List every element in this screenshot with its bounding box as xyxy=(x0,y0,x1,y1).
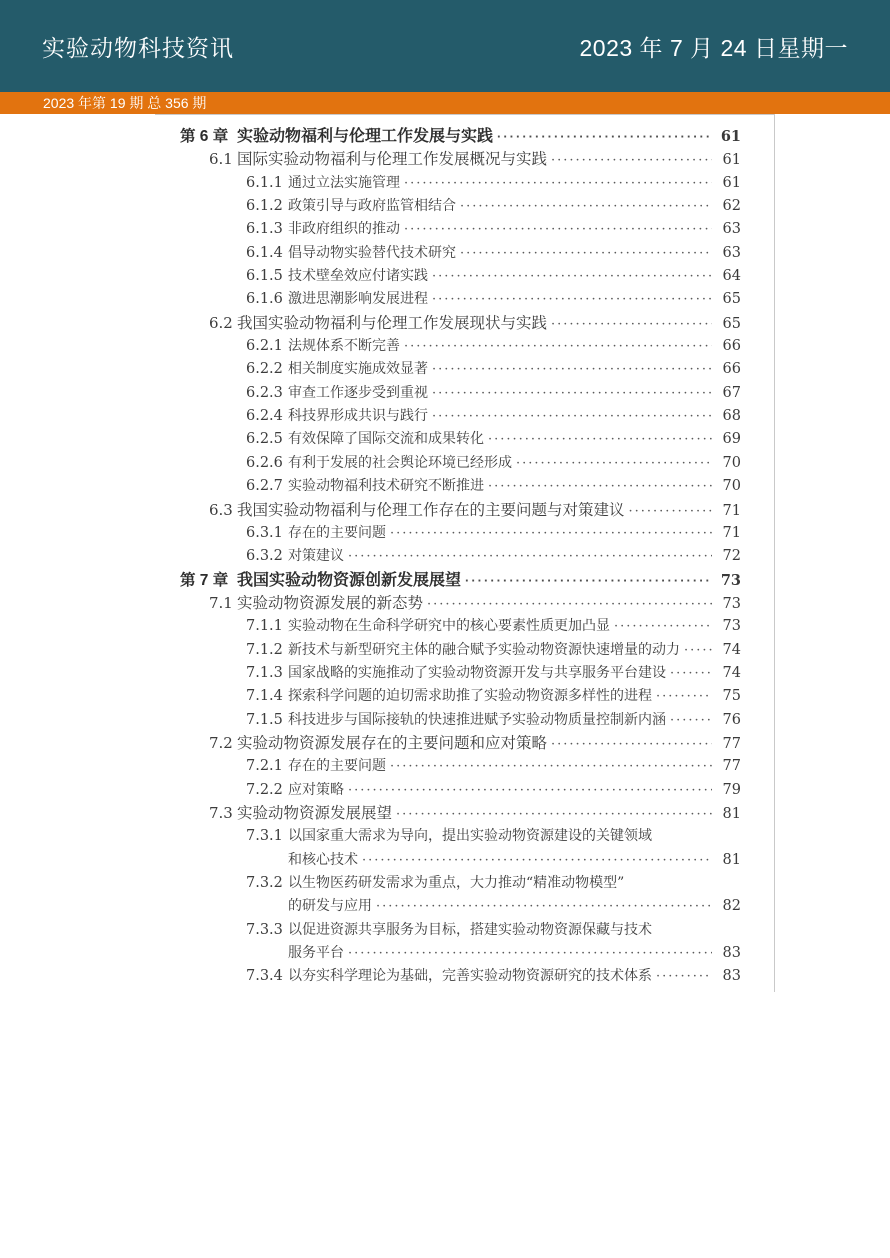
toc-entry xyxy=(155,755,774,778)
toc-entry-title: 以夯实科学理论为基础，完善实验动物资源研究的技术体系 xyxy=(288,968,652,985)
toc-entry-page: 73 xyxy=(720,571,741,589)
toc-entry xyxy=(155,779,774,802)
toc-entry xyxy=(155,685,774,708)
dot-leader xyxy=(629,500,712,523)
toc-entry-page: 61 xyxy=(722,174,741,191)
toc-entry-page: 65 xyxy=(722,291,741,308)
toc-entry-title: 实验动物资源发展展望 xyxy=(237,803,393,822)
toc-entry xyxy=(155,569,774,592)
dot-leader xyxy=(396,803,712,826)
dot-leader xyxy=(551,313,712,336)
toc-entry-number: 6.1.4 xyxy=(246,244,283,261)
toc-entry-continuation xyxy=(155,942,774,965)
publication-title: 实验动物科技资讯 xyxy=(42,34,234,61)
toc-entry-title: 以国家重大需求为导向，提出实验动物资源建设的关键领域 xyxy=(288,828,652,845)
toc-entry-page: 66 xyxy=(722,361,741,378)
toc-entry-page: 65 xyxy=(722,315,741,332)
toc-entry-number: 第 6 章 xyxy=(180,128,229,145)
toc-entry-page: 83 xyxy=(722,968,741,985)
toc-entry-number: 7.1.4 xyxy=(246,688,283,705)
toc-entry-continuation xyxy=(155,849,774,872)
dot-leader xyxy=(516,452,712,475)
toc-entry-title: 以生物医药研发需求为重点，大力推动“精准动物模型” xyxy=(288,875,625,891)
toc-entry xyxy=(155,428,774,451)
toc-entry-title: 应对策略 xyxy=(288,781,344,798)
toc-entry xyxy=(155,919,774,942)
dot-leader xyxy=(432,405,712,428)
toc-entry-title: 新技术与新型研究主体的融合赋予实验动物资源快速增量的动力 xyxy=(288,641,680,658)
toc-entry-number: 7.2 xyxy=(209,733,233,752)
toc-entry-title: 通过立法实施管理 xyxy=(288,174,400,191)
dot-leader xyxy=(670,709,712,732)
toc-entry xyxy=(155,545,774,568)
toc-entry xyxy=(155,148,774,171)
toc-entry-title: 国际实验动物福利与伦理工作发展概况与实践 xyxy=(237,150,548,169)
toc-entry-title: 实验动物资源发展的新态势 xyxy=(237,593,424,612)
toc-entry xyxy=(155,592,774,615)
toc-entry-number: 6.1 xyxy=(209,150,233,169)
toc-entry xyxy=(155,662,774,685)
toc-entry-title: 存在的主要问题 xyxy=(288,758,386,775)
toc-entry xyxy=(155,802,774,825)
toc-entry xyxy=(155,265,774,288)
toc-entry-number: 6.2.5 xyxy=(246,431,283,448)
toc-entry xyxy=(155,872,774,895)
toc-entry-number: 7.2.2 xyxy=(246,781,283,798)
dot-leader xyxy=(390,522,712,545)
toc-entry-page: 70 xyxy=(722,478,741,495)
toc-entry-number: 7.2.1 xyxy=(246,758,283,775)
toc-entry-title: 相关制度实施成效显著 xyxy=(288,361,428,378)
toc-entry-title: 激进思潮影响发展进程 xyxy=(288,291,428,308)
toc-entry xyxy=(155,639,774,662)
toc-entry xyxy=(155,732,774,755)
toc-entry-page: 77 xyxy=(722,758,741,775)
toc-entry-title: 以促进资源共享服务为目标，搭建实验动物资源保藏与技术 xyxy=(288,921,652,938)
toc-entry-page: 71 xyxy=(722,524,741,541)
toc-entry-page: 81 xyxy=(722,805,741,822)
toc-entry-page: 75 xyxy=(722,688,741,705)
dot-leader xyxy=(551,733,712,756)
dot-leader xyxy=(432,288,712,311)
toc-entry xyxy=(155,218,774,241)
toc-entry-title: 服务平台 xyxy=(288,945,344,962)
toc-entry-title: 我国实验动物福利与伦理工作存在的主要问题与对策建议 xyxy=(237,500,625,519)
toc-entry-page: 79 xyxy=(722,781,741,798)
toc-entry-page: 73 xyxy=(722,595,741,612)
dot-leader xyxy=(656,965,712,988)
dot-leader xyxy=(404,218,712,241)
dot-leader xyxy=(348,942,712,965)
toc-entry-number: 7.3.1 xyxy=(246,828,283,845)
table-of-contents xyxy=(155,115,774,989)
toc-entry xyxy=(155,382,774,405)
issue-bar xyxy=(0,92,890,114)
dot-leader xyxy=(551,149,712,172)
toc-entry-page: 73 xyxy=(722,618,741,635)
dot-leader xyxy=(348,545,712,568)
toc-entry-number: 7.3.2 xyxy=(246,875,283,891)
toc-entry-number: 7.1.1 xyxy=(246,618,283,635)
toc-entry-title: 的研发与应用 xyxy=(288,898,372,915)
toc-entry-page: 77 xyxy=(722,735,741,752)
dot-leader xyxy=(614,615,712,638)
issue-number: 2023 年第 19 期 总 356 期 xyxy=(43,95,207,111)
toc-entry-title: 倡导动物实验替代技术研究 xyxy=(288,244,456,261)
publication-date: 2023 年 7 月 24 日星期一 xyxy=(579,34,848,61)
toc-entry-page: 74 xyxy=(722,664,741,681)
toc-entry-page: 81 xyxy=(722,851,741,868)
toc-entry-number: 7.1.5 xyxy=(246,711,283,728)
toc-entry xyxy=(155,172,774,195)
toc-entry xyxy=(155,242,774,265)
toc-entry-number: 7.3 xyxy=(209,803,233,822)
toc-entry xyxy=(155,825,774,848)
toc-entry-title: 我国实验动物福利与伦理工作发展现状与实践 xyxy=(237,313,548,332)
toc-entry xyxy=(155,405,774,428)
dot-leader xyxy=(684,639,712,662)
toc-entry xyxy=(155,615,774,638)
toc-entry-number: 7.1.2 xyxy=(246,641,283,658)
dot-leader xyxy=(362,849,712,872)
toc-entry xyxy=(155,452,774,475)
toc-entry-number: 7.3.4 xyxy=(246,968,283,985)
toc-entry xyxy=(155,125,774,148)
toc-entry-page: 63 xyxy=(722,244,741,261)
toc-entry-page: 74 xyxy=(722,641,741,658)
toc-entry-page: 83 xyxy=(722,945,741,962)
dot-leader xyxy=(432,382,712,405)
toc-entry-number: 6.2.2 xyxy=(246,361,283,378)
dot-leader xyxy=(432,358,712,381)
toc-entry-number: 6.1.5 xyxy=(246,268,283,285)
toc-entry xyxy=(155,499,774,522)
toc-entry xyxy=(155,965,774,988)
toc-entry-page: 62 xyxy=(722,198,741,215)
toc-entry-title: 实验动物福利技术研究不断推进 xyxy=(288,478,484,495)
toc-entry-title: 非政府组织的推动 xyxy=(288,221,400,238)
toc-entry-title: 科技界形成共识与践行 xyxy=(288,408,428,425)
toc-entry-number: 7.1.3 xyxy=(246,664,283,681)
dot-leader xyxy=(404,335,712,358)
toc-entry-title: 对策建议 xyxy=(288,548,344,565)
dot-leader xyxy=(404,172,712,195)
dot-leader xyxy=(460,195,712,218)
toc-entry-number: 6.2.4 xyxy=(246,408,283,425)
dot-leader xyxy=(390,755,712,778)
toc-entry-page: 82 xyxy=(722,898,741,915)
toc-entry xyxy=(155,475,774,498)
toc-entry-number: 6.2.7 xyxy=(246,478,283,495)
toc-entry-title: 实验动物资源发展存在的主要问题和应对策略 xyxy=(237,733,548,752)
toc-entry xyxy=(155,358,774,381)
toc-entry-page: 68 xyxy=(722,408,741,425)
toc-entry-title: 实验动物在生命科学研究中的核心要素性质更加凸显 xyxy=(288,618,610,635)
masthead xyxy=(0,0,890,92)
dot-leader xyxy=(465,569,712,592)
dot-leader xyxy=(348,779,712,802)
dot-leader xyxy=(488,428,712,451)
toc-entry-number: 7.3.3 xyxy=(246,921,283,938)
toc-entry-number: 第 7 章 xyxy=(180,571,229,589)
dot-leader xyxy=(670,662,712,685)
dot-leader xyxy=(656,685,712,708)
toc-entry-number: 6.3 xyxy=(209,500,233,519)
dot-leader xyxy=(432,265,712,288)
toc-entry-number: 6.3.2 xyxy=(246,548,283,565)
toc-entry xyxy=(155,312,774,335)
toc-entry-page: 66 xyxy=(722,338,741,355)
toc-entry-title: 审查工作逐步受到重视 xyxy=(288,384,428,401)
toc-entry-number: 6.2.3 xyxy=(246,384,283,401)
toc-entry-page: 61 xyxy=(722,152,741,169)
toc-entry-title: 和核心技术 xyxy=(288,851,358,868)
toc-entry-title: 法规体系不断完善 xyxy=(288,338,400,355)
toc-entry-page: 76 xyxy=(722,711,741,728)
toc-entry-title: 我国实验动物资源创新发展展望 xyxy=(237,571,462,589)
toc-entry-page: 72 xyxy=(722,548,741,565)
toc-entry-number: 6.2 xyxy=(209,313,233,332)
dot-leader xyxy=(376,895,712,918)
toc-entry-number: 6.1.3 xyxy=(246,221,283,238)
toc-entry-page: 69 xyxy=(722,431,741,448)
toc-entry-title: 存在的主要问题 xyxy=(288,524,386,541)
toc-entry xyxy=(155,335,774,358)
toc-entry-title: 探索科学问题的迫切需求助推了实验动物资源多样性的进程 xyxy=(288,688,652,705)
toc-entry-title: 实验动物福利与伦理工作发展与实践 xyxy=(237,128,494,145)
toc-entry-title: 有利于发展的社会舆论环境已经形成 xyxy=(288,454,512,471)
toc-entry-title: 政策引导与政府监管相结合 xyxy=(288,198,456,215)
dot-leader xyxy=(460,242,712,265)
toc-entry-title: 国家战略的实施推动了实验动物资源开发与共享服务平台建设 xyxy=(288,664,666,681)
toc-entry-page: 63 xyxy=(722,221,741,238)
toc-entry-continuation xyxy=(155,895,774,918)
toc-entry-page: 70 xyxy=(722,454,741,471)
toc-entry xyxy=(155,522,774,545)
toc-entry xyxy=(155,195,774,218)
toc-entry-number: 7.1 xyxy=(209,593,233,612)
toc-entry-number: 6.3.1 xyxy=(246,524,283,541)
toc-entry-number: 6.1.2 xyxy=(246,198,283,215)
dot-leader xyxy=(497,125,712,148)
toc-entry-number: 6.2.1 xyxy=(246,338,283,355)
toc-entry-page: 67 xyxy=(722,384,741,401)
toc-entry-title: 有效保障了国际交流和成果转化 xyxy=(288,431,484,448)
toc-entry-number: 6.1.1 xyxy=(246,174,283,191)
toc-entry-page: 71 xyxy=(722,502,741,519)
toc-entry-page: 64 xyxy=(722,268,741,285)
toc-entry-title: 技术壁垒效应付诸实践 xyxy=(288,268,428,285)
toc-entry-title: 科技进步与国际接轨的快速推进赋予实验动物质量控制新内涵 xyxy=(288,711,666,728)
dot-leader xyxy=(427,593,712,616)
toc-entry xyxy=(155,709,774,732)
toc-entry-page: 61 xyxy=(720,128,741,145)
toc-entry xyxy=(155,288,774,311)
document-page xyxy=(155,114,775,992)
toc-entry-number: 6.2.6 xyxy=(246,454,283,471)
dot-leader xyxy=(488,475,712,498)
toc-entry-number: 6.1.6 xyxy=(246,291,283,308)
